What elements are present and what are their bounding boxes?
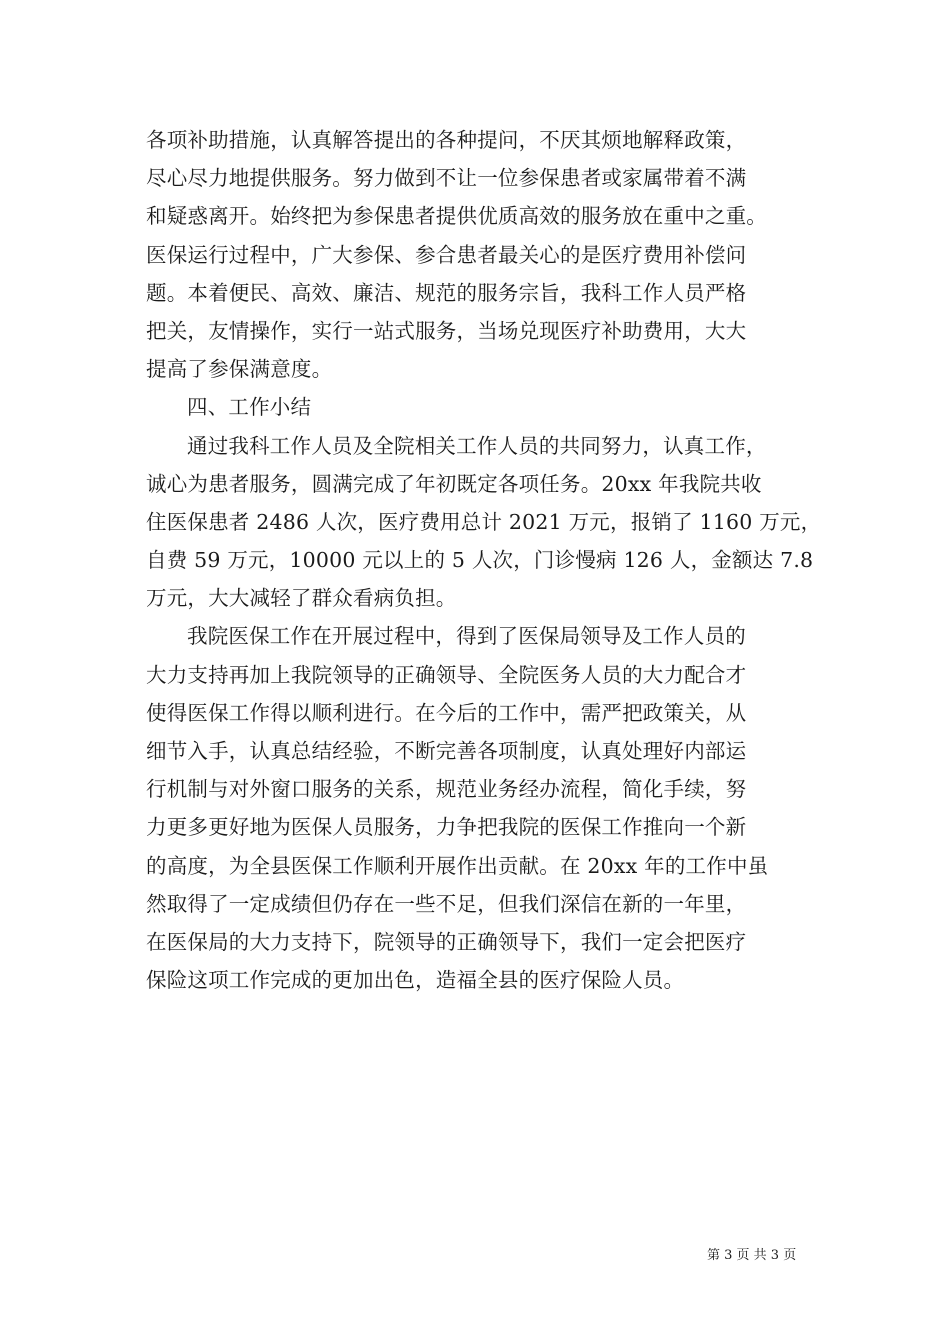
text-line: 和疑惑离开。始终把为参保患者提供优质高效的服务放在重中之重。	[146, 204, 767, 229]
text-line: 然取得了一定成绩但仍存在一些不足，但我们深信在新的一年里，	[146, 891, 747, 916]
paragraph-first-line: 我院医保工作在开展过程中，得到了医保局领导及工作人员的	[187, 624, 746, 649]
text-line: 题。本着便民、高效、廉洁、规范的服务宗旨，我科工作人员严格	[146, 280, 747, 305]
body-text	[146, 121, 822, 999]
text-line: 各项补助措施，认真解答提出的各种提问，不厌其烦地解释政策，	[146, 128, 747, 152]
text-line: 自费 59 万元，10000 元以上的 5 人次，门诊慢病 126 人，金额达 7.8	[146, 548, 814, 573]
text-line: 尽心尽力地提供服务。努力做到不让一位参保患者或家属带着不满	[146, 166, 747, 191]
text-line: 力更多更好地为医保人员服务，力争把我院的医保工作推向一个新	[146, 815, 747, 840]
text-line: 保险这项工作完成的更加出色，造福全县的医疗保险人员。	[146, 968, 685, 993]
section-heading: 四、工作小结	[187, 395, 312, 420]
text-line: 万元，大大减轻了群众看病负担。	[146, 586, 457, 611]
page-number-footer: 第 3 页 共 3 页	[707, 1248, 797, 1263]
text-line: 诚心为患者服务，圆满完成了年初既定各项任务。20xx 年我院共收	[146, 471, 762, 496]
text-line: 提高了参保满意度。	[146, 357, 333, 382]
text-line: 使得医保工作得以顺利进行。在今后的工作中，需严把政策关，从	[146, 700, 747, 725]
text-line: 细节入手，认真总结经验，不断完善各项制度，认真处理好内部运	[146, 739, 747, 763]
text-line: 大力支持再加上我院领导的正确领导、全院医务人员的大力配合才	[146, 662, 747, 687]
text-line: 医保运行过程中，广大参保、参合患者最关心的是医疗费用补偿问	[146, 242, 747, 267]
text-line: 把关，友情操作，实行一站式服务，当场兑现医疗补助费用，大大	[146, 318, 747, 343]
text-line: 的高度，为全县医保工作顺利开展作出贡献。在 20xx 年的工作中虽	[146, 853, 769, 878]
text-line: 在医保局的大力支持下，院领导的正确领导下，我们一定会把医疗	[146, 929, 747, 954]
text-line: 行机制与对外窗口服务的关系，规范业务经办流程，简化手续，努	[146, 777, 747, 802]
paragraph-first-line: 通过我科工作人员及全院相关工作人员的共同努力，认真工作，	[187, 433, 767, 458]
text-line: 住医保患者 2486 人次，医疗费用总计 2021 万元，报销了 1160 万元，	[146, 509, 822, 534]
